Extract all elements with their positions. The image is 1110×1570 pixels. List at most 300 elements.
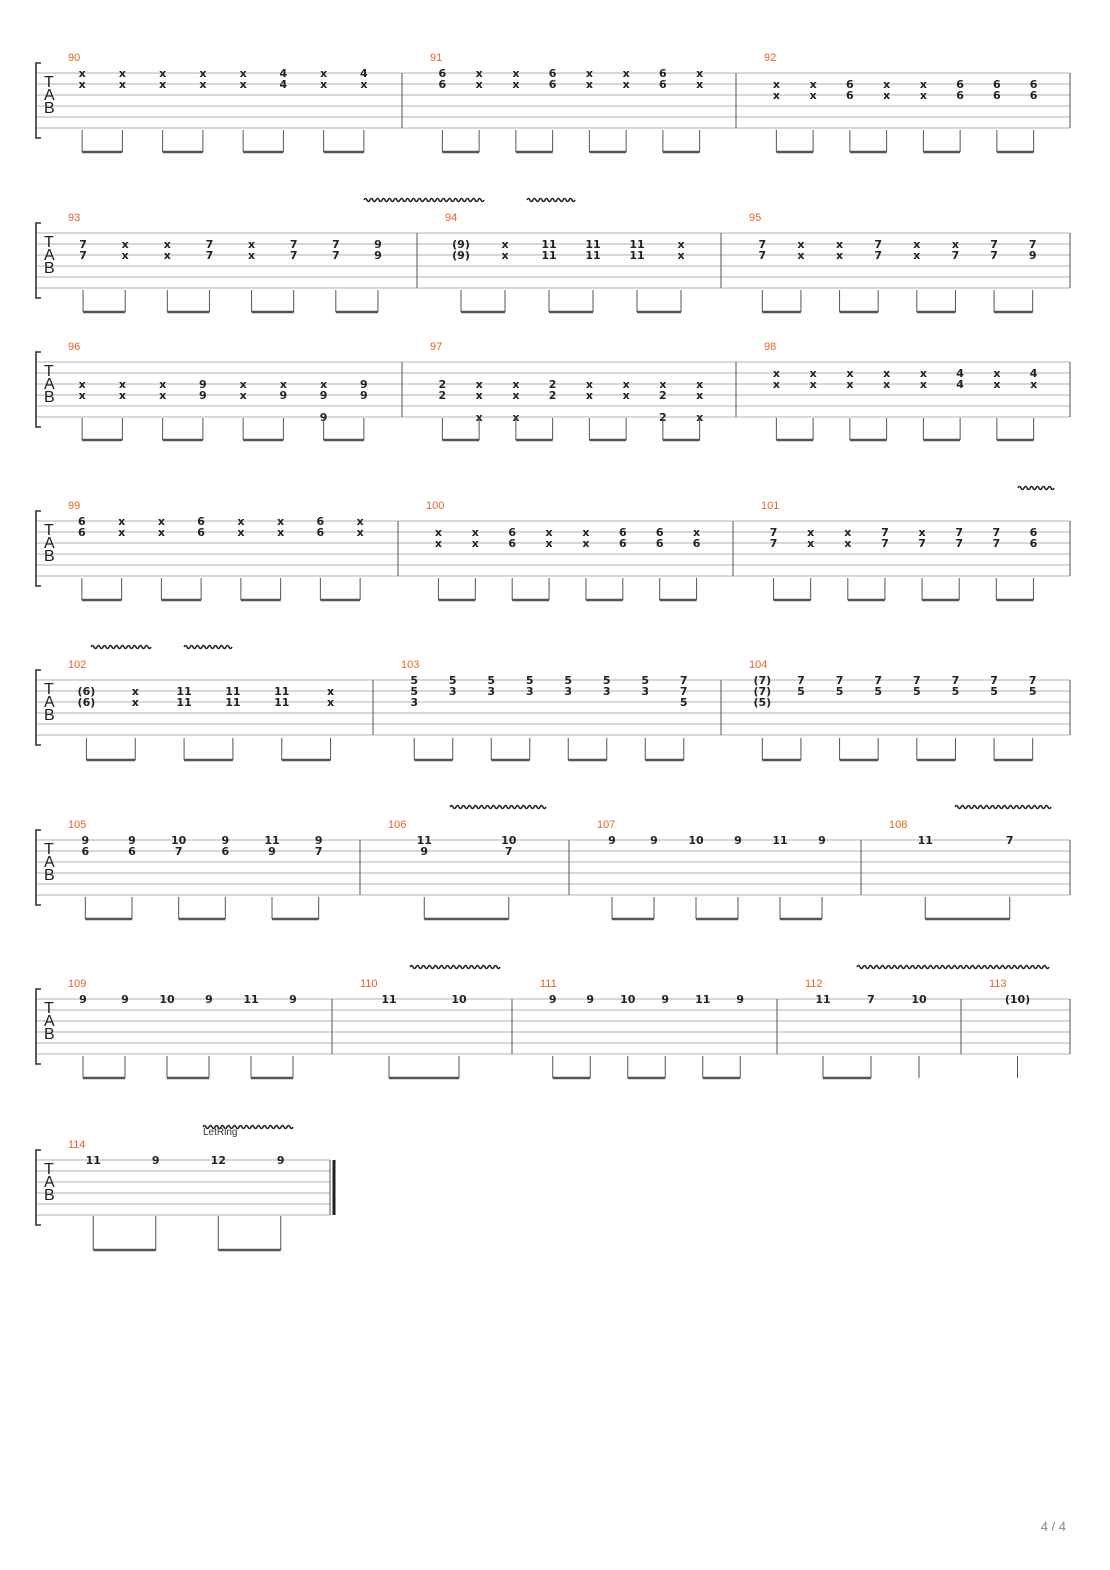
fret-number: 6 [659, 78, 667, 91]
fret-number: x [475, 378, 483, 391]
fret-number: 11 [225, 696, 241, 709]
fret-number: x [320, 378, 328, 391]
measure-number: 102 [68, 659, 87, 671]
fret-number: x [993, 367, 1001, 380]
fret-number: x [118, 378, 126, 391]
fret-number: 10 [501, 834, 517, 847]
fret-number: 9 [121, 993, 129, 1006]
tab-clef-letter: T [44, 1000, 54, 1017]
fret-number: 5 [990, 685, 998, 698]
measure-number: 109 [68, 978, 87, 990]
fret-number: x [475, 78, 483, 91]
fret-number: 9 [279, 389, 288, 402]
fret-number: x [131, 685, 139, 698]
fret-number: 6 [846, 78, 854, 91]
vibrato-mark [450, 806, 546, 809]
fret-number: 7 [992, 526, 1001, 539]
fret-number: 7 [874, 249, 883, 262]
tab-clef-letter: B [44, 707, 55, 724]
fret-number: 6 [956, 89, 964, 102]
fret-number: x [78, 78, 86, 91]
fret-number: 10 [171, 834, 187, 847]
tab-clef-letter: A [44, 535, 55, 552]
fret-number: 7 [769, 537, 778, 550]
fret-number: x [677, 238, 685, 251]
fret-number: x [118, 515, 126, 528]
fret-number: 11 [629, 238, 645, 251]
tab-clef-letter: B [44, 1026, 55, 1043]
fret-number: x [585, 67, 593, 80]
fret-number: x [159, 378, 167, 391]
fret-number: 7 [881, 537, 889, 550]
measure-number: 108 [889, 819, 908, 831]
fret-number: 11 [243, 993, 259, 1006]
fret-number: x [78, 378, 86, 391]
fret-number: 7 [874, 674, 883, 687]
fret-number: 4 [1029, 367, 1038, 380]
fret-number: x [545, 526, 553, 539]
fret-number: 5 [1028, 685, 1037, 698]
fret-number: 5 [874, 685, 883, 698]
fret-number: 7 [874, 238, 883, 251]
fret-number: 11 [585, 238, 601, 251]
fret-number: x [622, 389, 630, 402]
fret-number: 7 [955, 526, 964, 539]
fret-number: 6 [316, 526, 325, 539]
measure-number: 95 [749, 212, 762, 224]
fret-number: 9 [420, 845, 429, 858]
fret-number: 9 [79, 993, 87, 1006]
tab-clef-letter: T [44, 234, 54, 251]
fret-number: 5 [951, 685, 960, 698]
fret-number: 7 [679, 685, 688, 698]
fret-number: 7 [951, 249, 960, 262]
fret-number: x [159, 78, 167, 91]
fret-number: x [696, 78, 704, 91]
fret-number: x [248, 238, 256, 251]
fret-number: (7) [753, 685, 772, 698]
fret-number: 7 [797, 674, 805, 687]
fret-number: x [807, 537, 815, 550]
fret-number: 2 [438, 378, 447, 391]
fret-number: 11 [695, 993, 711, 1006]
fret-number: 7 [174, 845, 183, 858]
tab-clef-letter: B [44, 100, 55, 117]
fret-number: 7 [331, 238, 340, 251]
fret-number: 3 [564, 685, 573, 698]
fret-number: 4 [956, 378, 964, 391]
fret-number: 3 [525, 685, 534, 698]
fret-number: 10 [159, 993, 175, 1006]
fret-number: 5 [525, 674, 534, 687]
fret-number: 11 [176, 696, 192, 709]
fret-number: 11 [917, 834, 933, 847]
fret-number: 7 [918, 537, 926, 550]
fret-number: x [239, 389, 247, 402]
fret-number: x [622, 67, 630, 80]
fret-number: 6 [1029, 537, 1038, 550]
measure-number: 99 [68, 500, 81, 512]
fret-number: 2 [659, 411, 667, 424]
fret-number: x [159, 67, 167, 80]
tab-clef-letter: B [44, 389, 55, 406]
fret-number: 9 [268, 845, 276, 858]
fret-number: 9 [319, 389, 328, 402]
tab-clef-letter: T [44, 1161, 54, 1178]
tab-clef-letter: A [44, 854, 55, 871]
fret-number: 11 [274, 685, 290, 698]
vibrato-mark [857, 966, 1049, 969]
fret-number: x [807, 526, 815, 539]
fret-number: (6) [77, 696, 96, 709]
fret-number: x [434, 537, 442, 550]
fret-number: 6 [508, 526, 517, 539]
fret-number: x [78, 67, 86, 80]
fret-number: x [677, 249, 685, 262]
fret-number: x [239, 78, 247, 91]
fret-number: x [1030, 378, 1038, 391]
fret-number: 7 [769, 526, 778, 539]
tab-clef-letter: T [44, 841, 54, 858]
fret-number: 5 [602, 674, 611, 687]
fret-number: x [582, 537, 590, 550]
measure-number: 111 [540, 978, 557, 990]
fret-number: x [121, 249, 129, 262]
fret-number: 2 [548, 378, 557, 391]
system-bracket [36, 352, 41, 427]
tab-clef-letter: T [44, 74, 54, 91]
fret-number: x [919, 367, 927, 380]
fret-number: 6 [221, 845, 230, 858]
fret-number: 6 [846, 89, 854, 102]
fret-number: 2 [659, 389, 667, 402]
fret-number: (9) [452, 249, 470, 262]
measure-number: 110 [360, 978, 378, 990]
fret-number: 7 [1028, 674, 1037, 687]
fret-number: x [693, 526, 701, 539]
fret-number: 7 [205, 249, 214, 262]
tab-clef-letter: T [44, 681, 54, 698]
fret-number: 7 [314, 845, 323, 858]
fret-number: x [277, 526, 285, 539]
fret-number: 6 [655, 537, 664, 550]
measure-number: 101 [761, 500, 780, 512]
fret-number: 6 [548, 78, 557, 91]
fret-number: x [585, 389, 593, 402]
system-bracket [36, 830, 41, 905]
fret-number: 6 [128, 845, 136, 858]
fret-number: 4 [360, 67, 368, 80]
fret-number: 6 [438, 78, 447, 91]
fret-number: 11 [225, 685, 241, 698]
measure-number: 93 [68, 212, 81, 224]
tab-clef-letter: A [44, 1013, 55, 1030]
fret-number: x [327, 685, 335, 698]
fret-number: x [163, 238, 171, 251]
fret-number: 11 [416, 834, 432, 847]
fret-number: x [475, 67, 483, 80]
fret-number: 4 [279, 78, 288, 91]
measure-number: 104 [749, 659, 768, 671]
vibrato-mark [527, 199, 575, 202]
fret-number: x [501, 238, 509, 251]
fret-number: 6 [1029, 526, 1038, 539]
fret-number: x [237, 526, 245, 539]
fret-number: x [512, 78, 520, 91]
fret-number: 9 [650, 834, 658, 847]
fret-number: x [772, 367, 780, 380]
fret-number: 10 [688, 834, 704, 847]
fret-number: 9 [661, 993, 670, 1006]
fret-number: 9 [818, 834, 826, 847]
fret-number: 7 [990, 674, 998, 687]
measure-number: 112 [805, 978, 823, 990]
fret-number: 5 [912, 685, 921, 698]
fret-number: 9 [81, 834, 90, 847]
fret-number: x [159, 389, 167, 402]
fret-number: 9 [128, 834, 136, 847]
fret-number: x [809, 367, 817, 380]
fret-number: 9 [199, 378, 207, 391]
fret-number: x [883, 89, 891, 102]
fret-number: 7 [835, 674, 844, 687]
fret-number: 5 [835, 685, 844, 698]
fret-number: 7 [867, 993, 875, 1006]
fret-number: 7 [205, 238, 214, 251]
fret-number: x [360, 78, 368, 91]
fret-number: 12 [210, 1154, 226, 1167]
tab-clef-letter: B [44, 1187, 55, 1204]
fret-number: x [582, 526, 590, 539]
fret-number: x [993, 378, 1001, 391]
fret-number: 6 [993, 78, 1001, 91]
tab-clef-letter: A [44, 1174, 55, 1191]
fret-number: 6 [438, 67, 447, 80]
fret-number: x [157, 526, 165, 539]
fret-number: x [512, 411, 520, 424]
measure-number: 92 [764, 52, 777, 64]
fret-number: x [512, 389, 520, 402]
fret-number: 7 [758, 238, 767, 251]
measure-number: 94 [445, 212, 458, 224]
tab-clef-letter: B [44, 548, 55, 565]
fret-number: x [475, 389, 483, 402]
fret-number: x [797, 238, 805, 251]
fret-number: 6 [618, 537, 627, 550]
fret-number: 6 [78, 526, 86, 539]
measure-number: 106 [388, 819, 407, 831]
tab-clef-letter: A [44, 376, 55, 393]
fret-number: x [844, 537, 852, 550]
vibrato-mark [410, 966, 500, 969]
fret-number: x [475, 411, 483, 424]
fret-number: 9 [586, 993, 595, 1006]
measure-number: 107 [597, 819, 616, 831]
fret-number: 9 [276, 1154, 285, 1167]
fret-number: 11 [541, 238, 557, 251]
fret-number: 6 [78, 515, 86, 528]
fret-number: 3 [410, 696, 419, 709]
fret-number: 11 [85, 1154, 101, 1167]
fret-number: 4 [279, 67, 288, 80]
fret-number: x [622, 378, 630, 391]
fret-number: 6 [1029, 78, 1038, 91]
system-bracket [36, 1150, 41, 1225]
fret-number: x [772, 89, 780, 102]
fret-number: x [434, 526, 442, 539]
fret-number: 6 [548, 67, 557, 80]
fret-number: x [883, 367, 891, 380]
fret-number: 6 [655, 526, 664, 539]
tab-clef-letter: B [44, 260, 55, 277]
fret-number: 9 [221, 834, 230, 847]
fret-number: x [772, 378, 780, 391]
fret-number: 9 [199, 389, 207, 402]
vibrato-mark [1018, 487, 1054, 490]
fret-number: 11 [815, 993, 831, 1006]
fret-number: 7 [758, 249, 767, 262]
fret-number: x [919, 378, 927, 391]
fret-number: 6 [316, 515, 325, 528]
fret-number: x [320, 78, 328, 91]
fret-number: 7 [990, 249, 998, 262]
fret-number: 7 [1005, 834, 1014, 847]
tab-clef-letter: A [44, 247, 55, 264]
vibrato-mark [184, 646, 232, 649]
fret-number: 7 [79, 238, 87, 251]
fret-number: x [512, 67, 520, 80]
fret-number: x [199, 67, 207, 80]
tab-clef-letter: B [44, 867, 55, 884]
tab-clef-letter: A [44, 694, 55, 711]
fret-number: 9 [319, 411, 328, 424]
fret-number: x [356, 526, 364, 539]
fret-number: x [659, 378, 667, 391]
fret-number: x [237, 515, 245, 528]
tab-clef-letter: T [44, 363, 54, 380]
fret-number: x [913, 238, 921, 251]
fret-number: 9 [151, 1154, 160, 1167]
fret-number: x [809, 378, 817, 391]
fret-number: 2 [438, 389, 447, 402]
measure-number: 91 [430, 52, 443, 64]
fret-number: 10 [911, 993, 927, 1006]
fret-number: 6 [81, 845, 90, 858]
fret-number: x [320, 67, 328, 80]
fret-number: x [163, 249, 171, 262]
fret-number: x [585, 378, 593, 391]
fret-number: x [883, 78, 891, 91]
fret-number: x [121, 238, 129, 251]
fret-number: x [327, 696, 335, 709]
fret-number: x [846, 378, 854, 391]
fret-number: x [118, 78, 126, 91]
fret-number: 2 [548, 389, 557, 402]
fret-number: 11 [381, 993, 397, 1006]
measure-number: 97 [430, 341, 443, 353]
fret-number: 7 [331, 249, 340, 262]
fret-number: x [622, 78, 630, 91]
fret-number: x [919, 78, 927, 91]
fret-number: x [356, 515, 364, 528]
fret-number: 5 [448, 674, 457, 687]
fret-number: x [471, 526, 479, 539]
measure-number: 96 [68, 341, 81, 353]
fret-number: 3 [602, 685, 611, 698]
fret-number: 6 [659, 67, 667, 80]
fret-number: 3 [641, 685, 650, 698]
fret-number: 5 [564, 674, 573, 687]
fret-number: 7 [289, 249, 298, 262]
measure-number: 105 [68, 819, 87, 831]
fret-number: 6 [508, 537, 517, 550]
fret-number: 6 [1029, 89, 1038, 102]
fret-number: x [772, 78, 780, 91]
system-bracket [36, 511, 41, 586]
measure-number: 98 [764, 341, 777, 353]
fret-number: x [78, 389, 86, 402]
fret-number: 5 [487, 674, 496, 687]
fret-number: x [918, 526, 926, 539]
fret-number: 7 [679, 674, 688, 687]
fret-number: x [585, 78, 593, 91]
fret-number: 3 [487, 685, 496, 698]
fret-number: x [277, 515, 285, 528]
fret-number: 9 [289, 993, 297, 1006]
fret-number: (6) [77, 685, 96, 698]
fret-number: 9 [1028, 249, 1037, 262]
fret-number: x [279, 378, 287, 391]
fret-number: x [545, 537, 553, 550]
fret-number: x [844, 526, 852, 539]
fret-number: x [797, 249, 805, 262]
measure-number: 100 [426, 500, 445, 512]
fret-number: 6 [197, 526, 205, 539]
fret-number: 9 [548, 993, 557, 1006]
fret-number: x [919, 89, 927, 102]
fret-number: 9 [360, 378, 368, 391]
vibrato-mark [364, 199, 484, 202]
fret-number: (7) [753, 674, 772, 687]
fret-number: 7 [951, 674, 960, 687]
fret-number: 7 [955, 537, 964, 550]
fret-number: 6 [692, 537, 701, 550]
fret-number: x [809, 89, 817, 102]
fret-number: x [512, 378, 520, 391]
page-number: 4 / 4 [1040, 1519, 1066, 1534]
system-bracket [36, 670, 41, 745]
fret-number: 9 [736, 993, 745, 1006]
fret-number: x [836, 249, 844, 262]
measure-number: 90 [68, 52, 81, 64]
fret-number: 9 [360, 389, 368, 402]
fret-number: x [836, 238, 844, 251]
fret-number: 7 [992, 537, 1001, 550]
fret-number: 7 [504, 845, 513, 858]
fret-number: x [846, 367, 854, 380]
fret-number: 7 [289, 238, 298, 251]
measure-number: 114 [68, 1139, 86, 1151]
tab-clef-letter: T [44, 522, 54, 539]
fret-number: 11 [264, 834, 280, 847]
fret-number: x [131, 696, 139, 709]
fret-number: x [199, 78, 207, 91]
fret-number: 9 [734, 834, 742, 847]
fret-number: x [501, 249, 509, 262]
fret-number: 6 [618, 526, 627, 539]
fret-number: 11 [176, 685, 192, 698]
fret-number: 6 [956, 78, 964, 91]
